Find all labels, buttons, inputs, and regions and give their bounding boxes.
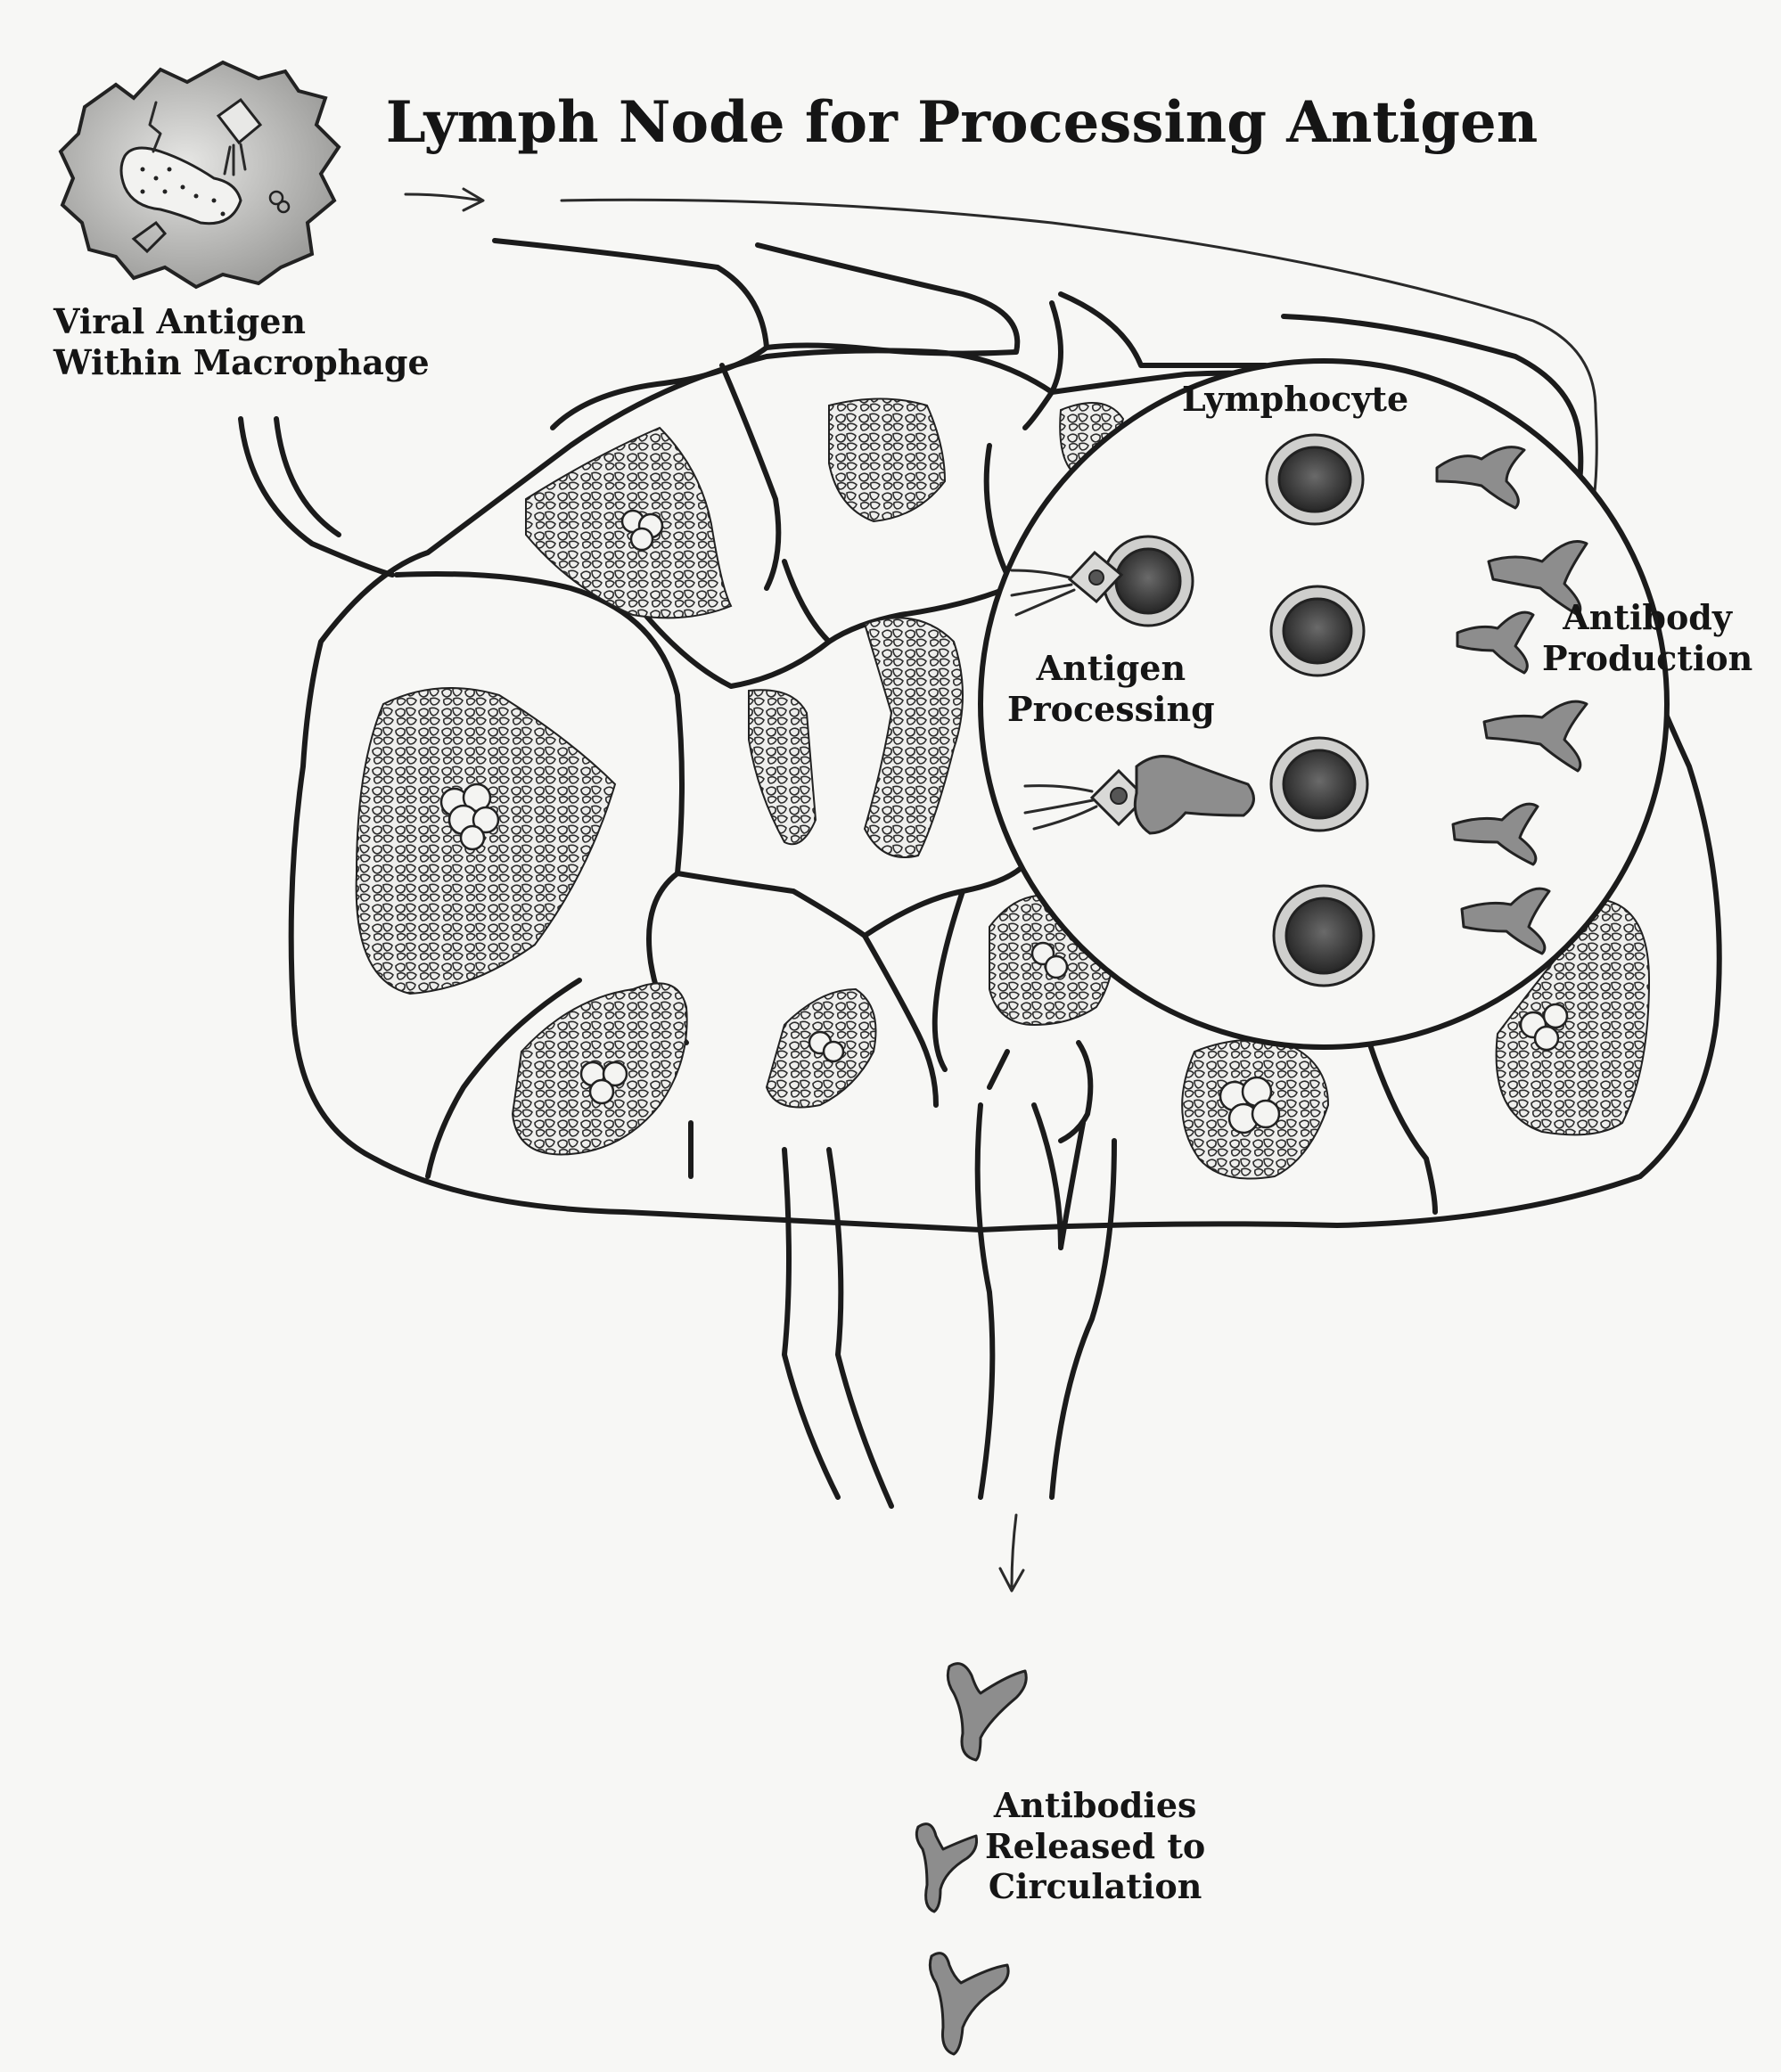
- incoming-arrow: [406, 189, 483, 210]
- macrophage-label-line-2: Within Macrophage: [53, 341, 430, 382]
- antibody-production-line-1: Antibody: [1563, 597, 1732, 637]
- follicle-5: [749, 690, 816, 844]
- diagram-title: Lymph Node for Processing Antigen: [385, 89, 1539, 156]
- released-line-2: Released to: [985, 1825, 1206, 1866]
- released-line-1: Antibodies: [993, 1785, 1197, 1825]
- follicle-6: [865, 618, 963, 857]
- macrophage-label: [53, 301, 430, 382]
- macrophage-label-line-1: Viral Antigen: [53, 301, 307, 341]
- lymphocyte-label: Lymphocyte: [1182, 379, 1409, 419]
- antibody-production-label: [1542, 597, 1752, 678]
- downward-arrow: [1000, 1515, 1023, 1591]
- antigen-processing-label: [1007, 648, 1215, 729]
- follicle-2: [829, 399, 945, 522]
- released-line-3: Circulation: [988, 1866, 1202, 1907]
- efferent-vessels: [784, 1105, 1114, 1506]
- follicle-4: [357, 688, 615, 994]
- antigen-processing-line-2: Processing: [1007, 688, 1215, 729]
- antigen-processing-line-1: Antigen: [1036, 648, 1186, 688]
- antibodies-released-label: [985, 1785, 1205, 1907]
- antibody-production-line-2: Production: [1542, 637, 1753, 678]
